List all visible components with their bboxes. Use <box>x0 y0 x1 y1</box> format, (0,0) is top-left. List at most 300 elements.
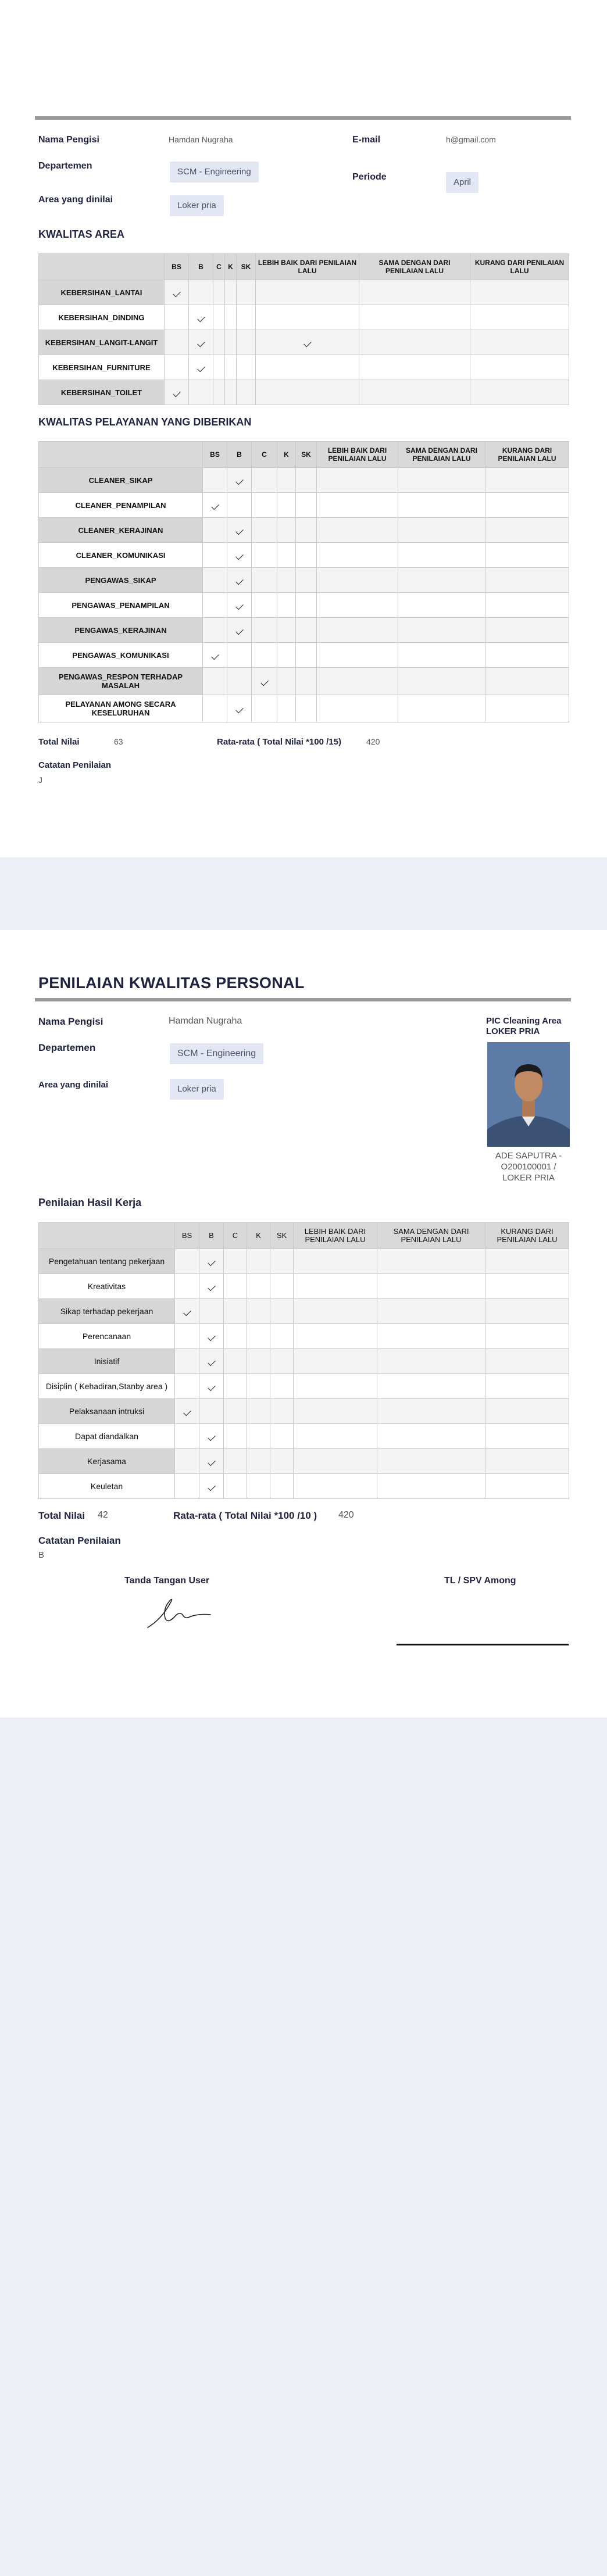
rating-cell <box>224 1449 247 1474</box>
rating-cell <box>165 280 189 305</box>
rating-cell <box>227 643 252 668</box>
page-title: PENILAIAN KWALITAS PERSONAL <box>38 974 305 992</box>
table-row <box>39 355 569 380</box>
work-header-4: K <box>247 1223 270 1249</box>
rating-cell <box>199 1249 224 1274</box>
rating-cell <box>256 380 359 405</box>
rating-cell <box>485 493 569 518</box>
service-section-title: KWALITAS PELAYANAN YANG DIBERIKAN <box>38 416 252 428</box>
service-header-4: K <box>277 442 296 468</box>
work-header-0 <box>39 1223 175 1249</box>
rating-cell <box>277 668 296 695</box>
table-row <box>39 695 569 722</box>
work-header-5: SK <box>270 1223 294 1249</box>
rating-cell <box>294 1474 377 1499</box>
departemen-label-2: Departemen <box>38 1042 96 1053</box>
total-nilai-label-2: Total Nilai <box>38 1510 85 1521</box>
row-label: PENGAWAS_KOMUNIKASI <box>39 643 203 668</box>
rating-cell <box>470 330 569 355</box>
work-table <box>38 1222 569 1499</box>
service-header-0 <box>39 442 203 468</box>
rating-cell <box>317 618 398 643</box>
catatan-value: J <box>38 775 42 785</box>
rating-cell <box>398 643 485 668</box>
service-header-8: KURANG DARI PENILAIAN LALU <box>485 442 569 468</box>
row-label: Kreativitas <box>39 1274 175 1299</box>
spv-signature-line <box>397 1644 569 1645</box>
row-label: PENGAWAS_PENAMPILAN <box>39 593 203 618</box>
row-label: PELAYANAN AMONG SECARA KESELURUHAN <box>39 695 203 722</box>
rating-cell <box>165 380 189 405</box>
checkmark-icon <box>235 527 243 534</box>
rating-cell <box>377 1474 485 1499</box>
rating-cell <box>256 355 359 380</box>
table-row <box>39 1324 569 1349</box>
rating-cell <box>296 593 317 618</box>
rating-cell <box>485 1349 569 1374</box>
checkmark-icon <box>208 1258 215 1265</box>
rating-cell <box>175 1449 199 1474</box>
work-header-2: B <box>199 1223 224 1249</box>
rating-cell <box>485 1374 569 1399</box>
rating-cell <box>294 1349 377 1374</box>
area-value: Loker pria <box>170 195 224 216</box>
checkmark-icon <box>211 502 219 509</box>
rating-cell <box>277 695 296 722</box>
tanda-tangan-user-label: Tanda Tangan User <box>124 1576 210 1586</box>
departemen-value: SCM - Engineering <box>170 162 259 183</box>
rating-cell <box>227 543 252 568</box>
area-header-6: LEBIH BAIK DARI PENILAIAN LALU <box>256 254 359 280</box>
rating-cell <box>203 618 227 643</box>
evaluation-page-personal <box>0 930 607 1718</box>
rating-cell <box>227 618 252 643</box>
row-label: KEBERSIHAN_LANGIT-LANGIT <box>39 330 165 355</box>
rating-cell <box>485 668 569 695</box>
pic-photo <box>487 1042 570 1147</box>
pic-caption-line1: ADE SAPUTRA - <box>495 1151 562 1161</box>
rating-cell <box>296 543 317 568</box>
table-row <box>39 668 569 695</box>
rating-cell <box>277 568 296 593</box>
rating-cell <box>175 1424 199 1449</box>
rating-cell <box>199 1324 224 1349</box>
rating-cell <box>470 280 569 305</box>
rating-cell <box>398 543 485 568</box>
rating-cell <box>252 695 277 722</box>
nama-pengisi-label-2: Nama Pengisi <box>38 1016 103 1027</box>
rating-cell <box>175 1374 199 1399</box>
checkmark-icon <box>235 705 243 713</box>
rating-cell <box>485 1324 569 1349</box>
rating-cell <box>294 1374 377 1399</box>
table-row <box>39 380 569 405</box>
rating-cell <box>377 1424 485 1449</box>
rating-cell <box>270 1299 294 1324</box>
area-label-2: Area yang dinilai <box>38 1080 109 1090</box>
rating-cell <box>277 518 296 543</box>
checkmark-icon <box>183 1308 191 1315</box>
rating-cell <box>213 330 225 355</box>
rating-cell <box>175 1249 199 1274</box>
table-row <box>39 1474 569 1499</box>
rating-cell <box>294 1324 377 1349</box>
rating-cell <box>237 355 256 380</box>
table-row <box>39 305 569 330</box>
rating-cell <box>294 1299 377 1324</box>
rating-cell <box>296 468 317 493</box>
checkmark-icon <box>208 1358 215 1365</box>
row-label: CLEANER_KERAJINAN <box>39 518 203 543</box>
rating-cell <box>256 330 359 355</box>
area-header-8: KURANG DARI PENILAIAN LALU <box>470 254 569 280</box>
rating-cell <box>227 518 252 543</box>
rating-cell <box>165 355 189 380</box>
table-row <box>39 643 569 668</box>
row-label: KEBERSIHAN_DINDING <box>39 305 165 330</box>
rating-cell <box>277 593 296 618</box>
checkmark-icon <box>208 1383 215 1390</box>
rating-cell <box>252 518 277 543</box>
rating-cell <box>377 1299 485 1324</box>
checkmark-icon <box>235 627 243 634</box>
rating-cell <box>485 1474 569 1499</box>
rating-cell <box>359 355 470 380</box>
rating-cell <box>199 1474 224 1499</box>
rating-cell <box>398 468 485 493</box>
rating-cell <box>199 1299 224 1324</box>
row-label: CLEANER_KOMUNIKASI <box>39 543 203 568</box>
rating-cell <box>213 305 225 330</box>
work-section-title: Penilaian Hasil Kerja <box>38 1197 142 1208</box>
row-label: Keuletan <box>39 1474 175 1499</box>
rating-cell <box>175 1324 199 1349</box>
checkmark-icon <box>208 1458 215 1465</box>
rating-cell <box>213 355 225 380</box>
area-header-1: BS <box>165 254 189 280</box>
rating-cell <box>294 1249 377 1274</box>
checkmark-icon <box>304 339 311 346</box>
rating-cell <box>485 1424 569 1449</box>
rating-cell <box>317 493 398 518</box>
table-row <box>39 1349 569 1374</box>
rating-cell <box>165 305 189 330</box>
rating-cell <box>247 1299 270 1324</box>
rating-cell <box>247 1474 270 1499</box>
rating-cell <box>485 618 569 643</box>
service-table <box>38 441 569 722</box>
rating-cell <box>224 1399 247 1424</box>
rating-cell <box>252 643 277 668</box>
rating-cell <box>247 1324 270 1349</box>
rating-cell <box>277 468 296 493</box>
rating-cell <box>225 280 237 305</box>
checkmark-icon <box>197 364 205 371</box>
rating-cell <box>224 1249 247 1274</box>
rating-cell <box>485 1274 569 1299</box>
rating-cell <box>203 593 227 618</box>
rating-cell <box>256 305 359 330</box>
checkmark-icon <box>197 339 205 346</box>
rating-cell <box>296 568 317 593</box>
table-row <box>39 1399 569 1424</box>
row-label: CLEANER_SIKAP <box>39 468 203 493</box>
rating-cell <box>296 643 317 668</box>
rating-cell <box>294 1274 377 1299</box>
periode-label: Periode <box>352 172 387 182</box>
rata-rata-label: Rata-rata ( Total Nilai *100 /15) <box>217 737 341 747</box>
rating-cell <box>237 280 256 305</box>
service-header-5: SK <box>296 442 317 468</box>
rating-cell <box>398 593 485 618</box>
rating-cell <box>377 1374 485 1399</box>
checkmark-icon <box>208 1483 215 1490</box>
rating-cell <box>270 1474 294 1499</box>
rating-cell <box>252 568 277 593</box>
rating-cell <box>199 1399 224 1424</box>
row-label: Disiplin ( Kehadiran,Stanby area ) <box>39 1374 175 1399</box>
rating-cell <box>377 1324 485 1349</box>
rating-cell <box>189 280 213 305</box>
row-label: KEBERSIHAN_TOILET <box>39 380 165 405</box>
rating-cell <box>470 355 569 380</box>
person-photo-icon <box>487 1042 570 1147</box>
rating-cell <box>296 618 317 643</box>
rating-cell <box>398 568 485 593</box>
total-nilai-value-2: 42 <box>98 1510 108 1520</box>
rating-cell <box>470 380 569 405</box>
rating-cell <box>224 1299 247 1324</box>
rating-cell <box>199 1424 224 1449</box>
checkmark-icon <box>197 314 205 321</box>
rating-cell <box>224 1274 247 1299</box>
area-label: Area yang dinilai <box>38 195 113 205</box>
nama-pengisi-label: Nama Pengisi <box>38 135 99 145</box>
rating-cell <box>203 468 227 493</box>
rating-cell <box>199 1349 224 1374</box>
rating-cell <box>359 305 470 330</box>
checkmark-icon <box>260 678 268 685</box>
table-row <box>39 1299 569 1324</box>
rating-cell <box>359 280 470 305</box>
service-header-2: B <box>227 442 252 468</box>
pic-caption-line2: O200100001 / <box>501 1162 556 1172</box>
area-header-3: C <box>213 254 225 280</box>
pic-title-line1: PIC Cleaning Area <box>486 1016 562 1026</box>
rating-cell <box>277 493 296 518</box>
row-label: PENGAWAS_KERAJINAN <box>39 618 203 643</box>
row-label: PENGAWAS_RESPON TERHADAP MASALAH <box>39 668 203 695</box>
service-header-6: LEBIH BAIK DARI PENILAIAN LALU <box>317 442 398 468</box>
area-header-5: SK <box>237 254 256 280</box>
table-row <box>39 330 569 355</box>
rating-cell <box>485 643 569 668</box>
pic-caption-line3: LOKER PRIA <box>502 1173 555 1183</box>
table-row <box>39 493 569 518</box>
rating-cell <box>175 1274 199 1299</box>
rating-cell <box>256 280 359 305</box>
periode-value: April <box>446 172 479 193</box>
rating-cell <box>224 1424 247 1449</box>
rating-cell <box>224 1374 247 1399</box>
rating-cell <box>227 468 252 493</box>
rating-cell <box>247 1424 270 1449</box>
rating-cell <box>270 1449 294 1474</box>
row-label: Sikap terhadap pekerjaan <box>39 1299 175 1324</box>
rating-cell <box>203 543 227 568</box>
rating-cell <box>189 355 213 380</box>
email-value: h@gmail.com <box>446 135 496 144</box>
work-header-1: BS <box>175 1223 199 1249</box>
area-header-4: K <box>225 254 237 280</box>
table-row <box>39 280 569 305</box>
departemen-value-2: SCM - Engineering <box>170 1043 263 1064</box>
rating-cell <box>252 493 277 518</box>
checkmark-icon <box>208 1283 215 1290</box>
rating-cell <box>485 568 569 593</box>
nama-pengisi-value: Hamdan Nugraha <box>169 135 233 144</box>
checkmark-icon <box>208 1333 215 1340</box>
rating-cell <box>203 568 227 593</box>
rating-cell <box>175 1399 199 1424</box>
table-row <box>39 468 569 493</box>
rating-cell <box>317 543 398 568</box>
rating-cell <box>377 1399 485 1424</box>
rating-cell <box>296 493 317 518</box>
rating-cell <box>227 493 252 518</box>
rating-cell <box>485 518 569 543</box>
rating-cell <box>359 330 470 355</box>
rating-cell <box>398 518 485 543</box>
rating-cell <box>317 593 398 618</box>
rating-cell <box>225 305 237 330</box>
rating-cell <box>227 668 252 695</box>
checkmark-icon <box>235 552 243 559</box>
checkmark-icon <box>235 577 243 584</box>
rating-cell <box>175 1299 199 1324</box>
table-row <box>39 518 569 543</box>
rating-cell <box>470 305 569 330</box>
rating-cell <box>225 330 237 355</box>
area-header-2: B <box>189 254 213 280</box>
row-label: Kerjasama <box>39 1449 175 1474</box>
rating-cell <box>213 280 225 305</box>
rating-cell <box>199 1274 224 1299</box>
service-header-1: BS <box>203 442 227 468</box>
rating-cell <box>270 1349 294 1374</box>
user-signature-icon <box>145 1594 214 1630</box>
rating-cell <box>224 1474 247 1499</box>
total-nilai-label: Total Nilai <box>38 737 80 747</box>
rating-cell <box>377 1449 485 1474</box>
rating-cell <box>485 1249 569 1274</box>
rating-cell <box>485 695 569 722</box>
departemen-label: Departemen <box>38 161 92 171</box>
rating-cell <box>485 593 569 618</box>
work-header-7: SAMA DENGAN DARI PENILAIAN LALU <box>377 1223 485 1249</box>
rating-cell <box>175 1474 199 1499</box>
rating-cell <box>247 1399 270 1424</box>
email-label: E-mail <box>352 135 381 145</box>
rating-cell <box>277 643 296 668</box>
work-header-6: LEBIH BAIK DARI PENILAIAN LALU <box>294 1223 377 1249</box>
catatan-label-2: Catatan Penilaian <box>38 1535 121 1546</box>
checkmark-icon <box>173 289 180 296</box>
rating-cell <box>199 1449 224 1474</box>
rating-cell <box>296 668 317 695</box>
rating-cell <box>203 668 227 695</box>
rating-cell <box>252 668 277 695</box>
rating-cell <box>270 1424 294 1449</box>
row-label: Dapat diandalkan <box>39 1424 175 1449</box>
rating-cell <box>189 380 213 405</box>
rating-cell <box>252 593 277 618</box>
checkmark-icon <box>235 602 243 609</box>
checkmark-icon <box>183 1408 191 1415</box>
rating-cell <box>225 380 237 405</box>
rating-cell <box>296 518 317 543</box>
table-row <box>39 618 569 643</box>
service-header-3: C <box>252 442 277 468</box>
rating-cell <box>227 593 252 618</box>
rating-cell <box>485 1449 569 1474</box>
rating-cell <box>377 1274 485 1299</box>
rating-cell <box>317 668 398 695</box>
rating-cell <box>165 330 189 355</box>
rating-cell <box>203 695 227 722</box>
rating-cell <box>317 695 398 722</box>
row-label: Pengetahuan tentang pekerjaan <box>39 1249 175 1274</box>
table-row <box>39 1424 569 1449</box>
table-row <box>39 1274 569 1299</box>
rating-cell <box>270 1249 294 1274</box>
area-header-7: SAMA DENGAN DARI PENILAIAN LALU <box>359 254 470 280</box>
rating-cell <box>485 1299 569 1324</box>
rating-cell <box>252 543 277 568</box>
rating-cell <box>224 1324 247 1349</box>
rating-cell <box>203 643 227 668</box>
rating-cell <box>213 380 225 405</box>
rating-cell <box>270 1274 294 1299</box>
rating-cell <box>398 695 485 722</box>
rating-cell <box>377 1249 485 1274</box>
area-value-2: Loker pria <box>170 1079 224 1100</box>
catatan-label: Catatan Penilaian <box>38 760 112 770</box>
table-row <box>39 1449 569 1474</box>
rating-cell <box>203 493 227 518</box>
rating-cell <box>270 1374 294 1399</box>
rating-cell <box>294 1449 377 1474</box>
row-label: KEBERSIHAN_LANTAI <box>39 280 165 305</box>
catatan-value-2: B <box>38 1550 45 1560</box>
rating-cell <box>296 695 317 722</box>
rating-cell <box>247 1374 270 1399</box>
checkmark-icon <box>235 477 243 484</box>
rating-cell <box>252 618 277 643</box>
table-row <box>39 1249 569 1274</box>
rating-cell <box>199 1374 224 1399</box>
rating-cell <box>317 468 398 493</box>
evaluation-page-area <box>0 0 607 857</box>
rating-cell <box>189 305 213 330</box>
rating-cell <box>227 695 252 722</box>
total-nilai-value: 63 <box>114 737 123 746</box>
rating-cell <box>270 1324 294 1349</box>
rating-cell <box>398 493 485 518</box>
rating-cell <box>317 518 398 543</box>
rating-cell <box>247 1249 270 1274</box>
table-row <box>39 1374 569 1399</box>
